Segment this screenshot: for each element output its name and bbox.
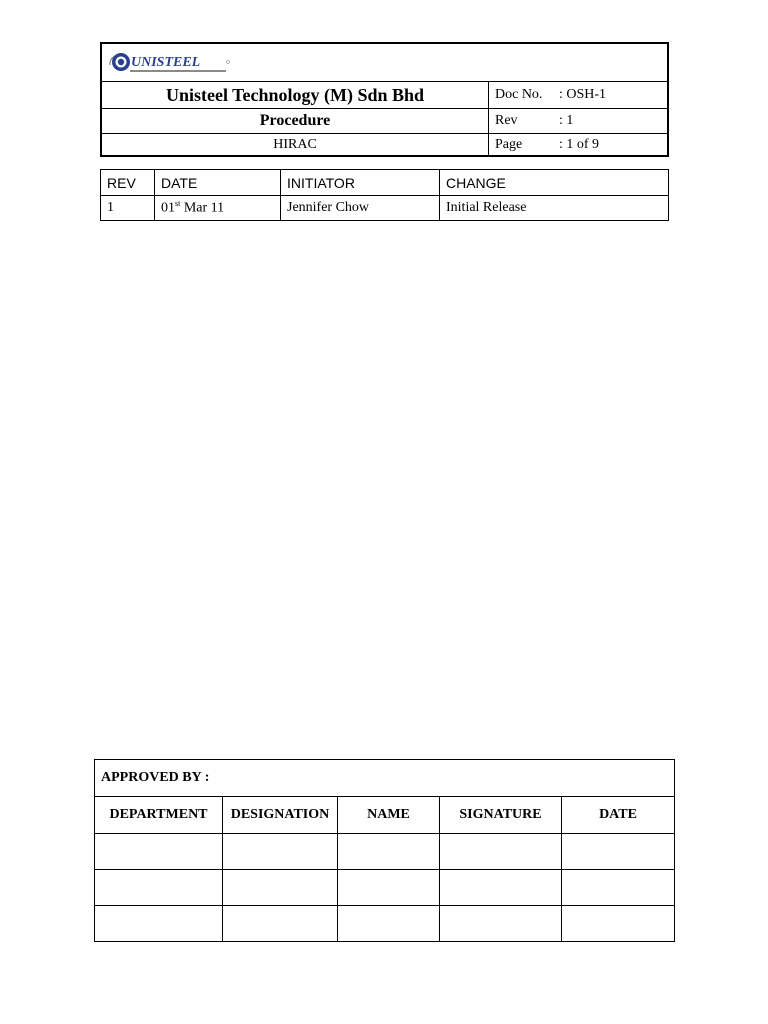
rev-cell: 1 <box>101 196 155 221</box>
col-change: CHANGE <box>440 170 669 196</box>
col-signature: SIGNATURE <box>440 797 562 834</box>
col-designation: DESIGNATION <box>223 797 338 834</box>
change-cell: Initial Release <box>440 196 669 221</box>
approved-by-title: APPROVED BY : <box>95 760 675 797</box>
doc-no-label: Doc No. <box>495 87 543 102</box>
revision-table <box>100 169 669 221</box>
doc-no-value: : OSH-1 <box>559 87 607 102</box>
table-row <box>95 870 675 906</box>
header-subject-row <box>102 134 667 155</box>
page-value: : 1 of 9 <box>559 136 600 152</box>
rev-value: : 1 <box>559 113 574 128</box>
initiator-cell: Jennifer Chow <box>281 196 440 221</box>
table-row <box>101 196 669 221</box>
logo-wordmark: UNISTEEL <box>131 55 201 70</box>
logo-row <box>102 44 667 82</box>
col-date: DATE <box>155 170 281 196</box>
header-company-row <box>102 82 667 109</box>
document-type: Procedure <box>102 109 489 133</box>
revision-header-row <box>101 170 669 196</box>
approval-table <box>94 759 675 942</box>
table-row <box>95 834 675 870</box>
header-procedure-row <box>102 109 667 134</box>
col-rev: REV <box>101 170 155 196</box>
col-initiator: INITIATOR <box>281 170 440 196</box>
page-label: Page <box>495 136 523 152</box>
company-name: Unisteel Technology (M) Sdn Bhd <box>102 82 489 108</box>
table-row <box>95 906 675 942</box>
unisteel-logo <box>108 48 234 78</box>
approval-header-row <box>95 797 675 834</box>
rev-label: Rev <box>495 113 518 128</box>
date-cell: 01st Mar 11 <box>155 196 281 221</box>
document-header <box>100 42 669 157</box>
col-department: DEPARTMENT <box>95 797 223 834</box>
col-date: DATE <box>562 797 675 834</box>
document-subject: HIRAC <box>102 134 489 155</box>
col-name: NAME <box>338 797 440 834</box>
